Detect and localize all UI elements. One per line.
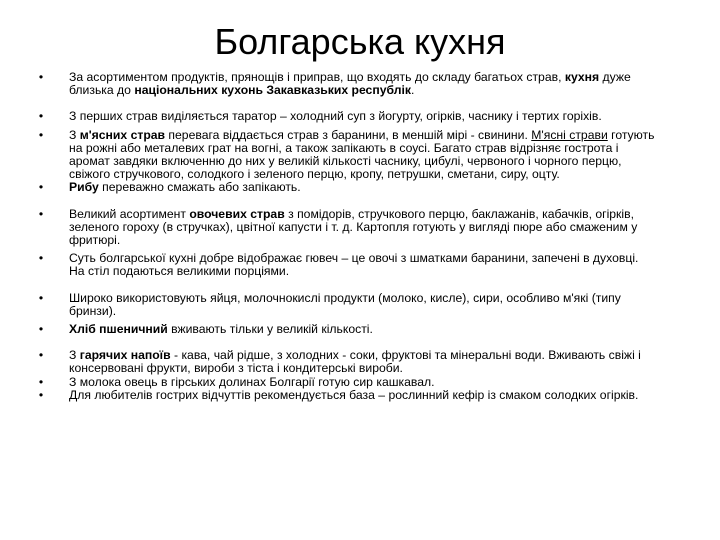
text: вживають тільки у великій кількості. — [167, 322, 373, 337]
list-item — [36, 181, 656, 194]
bold-text: Рибу — [69, 180, 99, 195]
text: . — [410, 83, 415, 98]
bullet-icon: • — [38, 290, 44, 305]
text: За асортиментом продуктів, прянощів і приправ, що входять до складу багатьох страв, — [69, 70, 565, 84]
text: готують на рожні або металевих грат на вогні, а також запікають в соусі. Багато страв відрізняє гострота і аромат завдяки включенню до них у великій кількості часнику, цибулі, червоного і чорного перцю, свіжого стручкового, солодкого і зеленого перцю, кропу, петрушки, сметани, сиру, оцту. — [69, 127, 655, 182]
bullet-icon: • — [38, 109, 44, 124]
text: - кава, чай рідше, з холодних - соки, фруктові та мінеральні води. Вживають свіжі і консервовані фрукти, вироби з тіста і кондитерські вироби. — [69, 348, 641, 376]
bold-text: Хліб пшеничний — [69, 322, 168, 337]
bullet-list — [36, 71, 656, 402]
text: перевага віддається страв з баранини, в меншій мірі - свинини. — [165, 127, 532, 142]
bullet-icon: • — [38, 180, 44, 195]
list-item — [36, 349, 656, 375]
text: З — [69, 348, 80, 363]
list-item — [36, 252, 656, 278]
list-item — [36, 110, 656, 123]
text: Суть болгарської кухні добре відображає гювеч – це овочі з шматками баранини, запечені в духовці. На стіл подаються великими порціями. — [69, 251, 639, 279]
list-item — [36, 292, 656, 318]
bullet-icon: • — [38, 374, 44, 389]
list-item — [36, 323, 656, 336]
list-item — [36, 389, 656, 402]
bullet-icon: • — [38, 387, 44, 402]
bullet-icon: • — [38, 251, 44, 266]
list-item — [36, 129, 656, 182]
text: З молока овець в гірських долинах Болгарії готую сир кашкавал. — [69, 374, 435, 389]
text: з помідорів, стручкового перцю, баклажанів, кабачків, огірків, зеленого гороху (в стручках), цвітної капусти і т. д. Картопля готують у вигляді пюре або смаженим у фритюрі. — [69, 206, 638, 248]
text: Широко використовують яйця, молочнокислі продукти (молоко, кисле), сири, особливо м'які (типу бринзи). — [69, 290, 621, 318]
underlined-text: М'ясні страви — [531, 127, 608, 142]
text: дуже близька до — [69, 70, 631, 98]
text: Великий асортимент — [69, 206, 190, 221]
bold-text: м'ясних страв — [79, 127, 166, 142]
text: З перших страв виділяється таратор – холодний суп з йогурту, огірків, часнику і тертих горіхів. — [69, 109, 602, 124]
text: Для любителів гострих відчуттів рекомендується база – рослинний кефір із смаком солодких огірків. — [69, 387, 639, 402]
bullet-icon: • — [38, 348, 44, 363]
slide-title: Болгарська кухня — [214, 21, 506, 62]
bold-text: гарячих напоїв — [79, 348, 171, 363]
list-item — [36, 208, 656, 248]
text: З — [69, 127, 80, 142]
bullet-icon: • — [38, 206, 44, 221]
bold-text: кухня — [564, 70, 600, 84]
list-item — [36, 71, 656, 97]
bullet-icon: • — [38, 127, 44, 142]
bullet-icon: • — [38, 322, 44, 337]
bold-text: овочевих страв — [189, 206, 285, 221]
text: переважно смажать або запікають. — [98, 180, 301, 195]
bullet-icon: • — [38, 70, 44, 84]
bold-text: національних кухонь Закавказьких республік — [134, 83, 411, 98]
